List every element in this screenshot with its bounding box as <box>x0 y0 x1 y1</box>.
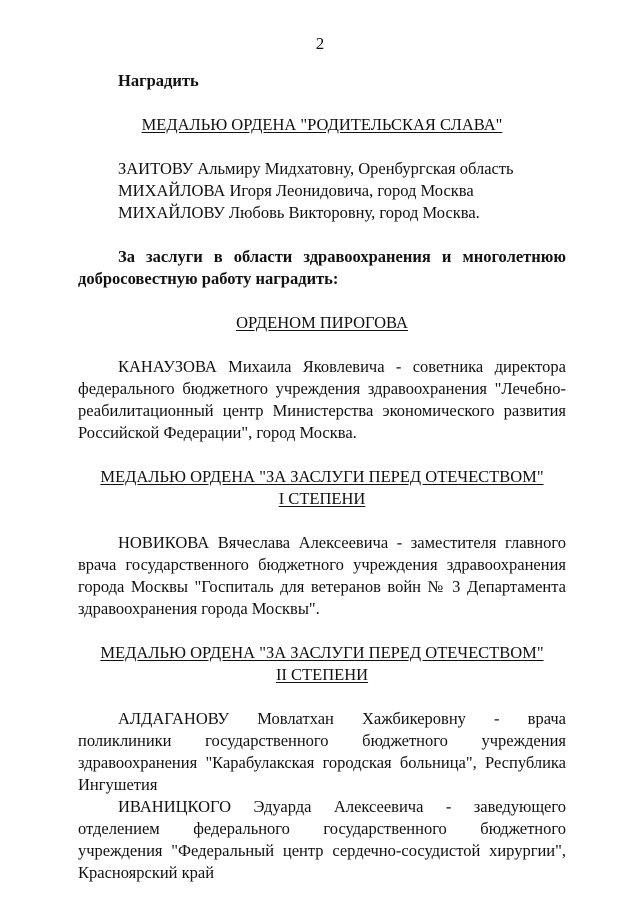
award-heading-merit-2-line2: II СТЕПЕНИ <box>275 665 369 684</box>
award-heading-merit-2-line1: МЕДАЛЬЮ ОРДЕНА "ЗА ЗАСЛУГИ ПЕРЕД ОТЕЧЕСТВОМ" <box>100 643 544 662</box>
recipient-3: МИХАЙЛОВУ Любовь Викторовну, город Москва. <box>118 203 480 222</box>
recipient-2: МИХАЙЛОВА Игоря Леонидовича, город Москва <box>118 181 474 200</box>
recipient-aldaganova: АЛДАГАНОВУ Мовлатхан Хажбикеровну - врача поликлиники государственного бюджетного учреждения здравоохранения "Карабулакская городская больница", Республика Ингушетия <box>78 709 566 794</box>
award-heading-merit-1 <box>78 466 566 510</box>
award-intro-2: За заслуги в области здравоохранения и многолетнюю добросовестную работу наградить: <box>78 247 566 288</box>
recipient-ivanitsky: ИВАНИЦКОГО Эдуарда Алексеевича - заведующего отделением федерального государственного бюджетного учреждения "Федеральный центр сердечно-сосудистой хирургии", Красноярский край <box>78 797 566 882</box>
award-intro-1: Наградить <box>118 71 199 90</box>
award-heading-parental-glory: МЕДАЛЬЮ ОРДЕНА "РОДИТЕЛЬСКАЯ СЛАВА" <box>141 115 503 134</box>
award-heading-merit-1-line1: МЕДАЛЬЮ ОРДЕНА "ЗА ЗАСЛУГИ ПЕРЕД ОТЕЧЕСТВОМ" <box>100 467 544 486</box>
award-heading-merit-1-line2: I СТЕПЕНИ <box>278 489 366 508</box>
page-number: 2 <box>315 34 325 53</box>
award-heading-pirogov-order: ОРДЕНОМ ПИРОГОВА <box>236 313 408 332</box>
recipient-novikov: НОВИКОВА Вячеслава Алексеевича - заместителя главного врача государственного бюджетного учреждения здравоохранения города Москвы "Госпиталь для ветеранов войн № 3 Департамента здравоохранения города Москвы". <box>78 533 566 618</box>
recipient-1: ЗАИТОВУ Альмиру Мидхатовну, Оренбургская область <box>118 159 514 178</box>
document-body <box>78 70 566 884</box>
recipient-kanauzov: КАНАУЗОВА Михаила Яковлевича - советника директора федерального бюджетного учреждения здравоохранения "Лечебно-реабилитационный центр Министерства экономического развития Российской Федерации", город Москва. <box>78 357 566 442</box>
award-heading-merit-2 <box>78 642 566 686</box>
recipient-list-parental-glory <box>78 158 566 224</box>
